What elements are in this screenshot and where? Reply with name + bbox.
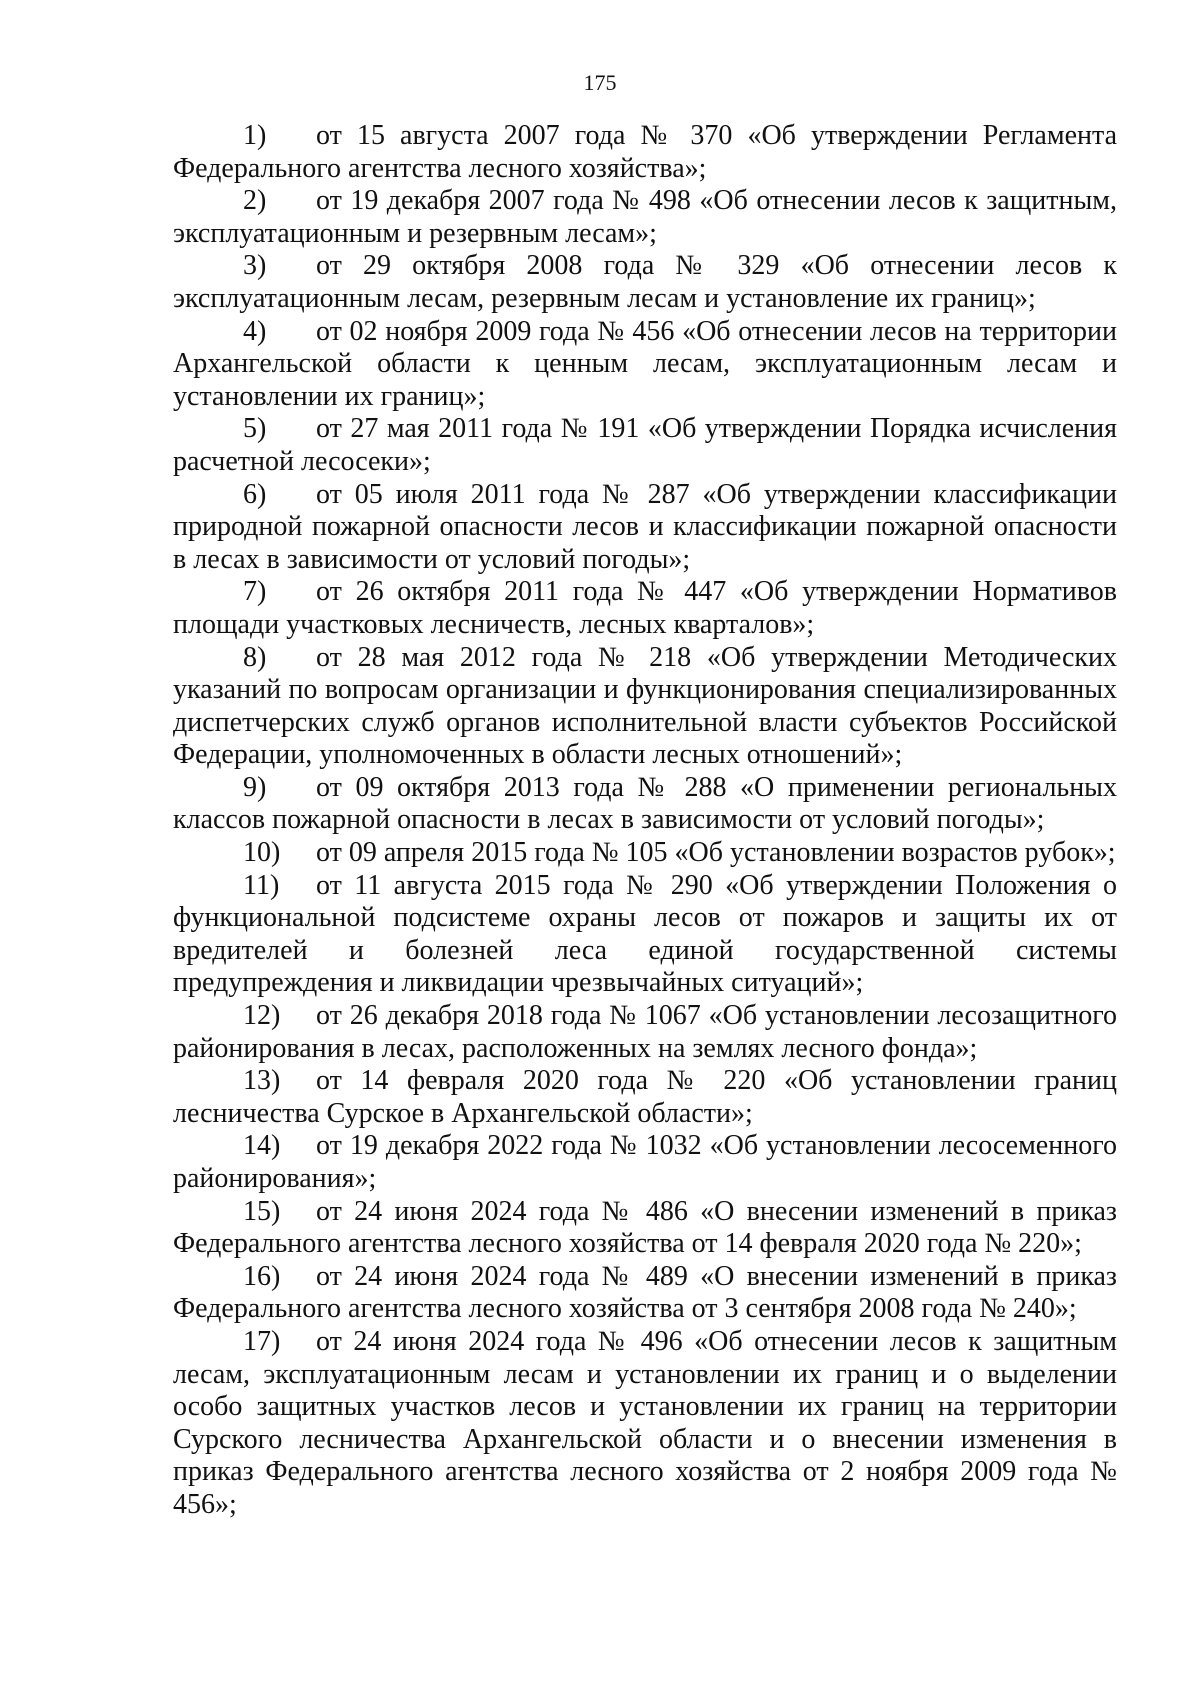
list-item-number: 6) bbox=[243, 478, 267, 510]
list-item bbox=[173, 576, 1117, 641]
list-item-number: 4) bbox=[243, 315, 267, 347]
list-item bbox=[173, 120, 1117, 185]
list-item bbox=[173, 837, 1117, 870]
list-item-number: 2) bbox=[243, 185, 267, 217]
list-item-text: от 11 августа 2015 года № 290 «Об утверждении Положения о функциональной подсистеме охраны лесов от пожаров и защиты их от вредителей и болезней леса единой государственной системы предупреждения и ликвидации чрезвычайных ситуаций»; bbox=[173, 869, 1117, 999]
list-item-number: 7) bbox=[243, 576, 267, 608]
list-item-number: 5) bbox=[243, 413, 267, 445]
list-item-number: 14) bbox=[243, 1130, 281, 1162]
list-item bbox=[173, 642, 1117, 772]
list-item-text: от 15 августа 2007 года № 370 «Об утверждении Регламента Федерального агентства лесного хозяйства»; bbox=[173, 120, 1117, 184]
list-item bbox=[173, 479, 1117, 577]
list-item-text: от 09 октября 2013 года № 288 «О применении региональных классов пожарной опасности в лесах в зависимости от условий погоды»; bbox=[173, 771, 1117, 836]
list-item-number: 13) bbox=[243, 1065, 281, 1097]
list-item-number: 1) bbox=[243, 120, 267, 151]
list-item-text: от 02 ноября 2009 года № 456 «Об отнесении лесов на территории Архангельской области к ценным лесам, эксплуатационным лесам и установлении их границ»; bbox=[173, 315, 1117, 412]
list-item bbox=[173, 413, 1117, 478]
list-item-text: от 19 декабря 2022 года № 1032 «Об установлении лесосеменного районирования»; bbox=[173, 1130, 1117, 1194]
list-item bbox=[173, 870, 1117, 1000]
list-item bbox=[173, 1261, 1117, 1326]
list-item-text: от 05 июля 2011 года № 287 «Об утверждении классификации природной пожарной опасности лесов и классификации пожарной опасности в лесах в зависимости от условий погоды»; bbox=[173, 478, 1117, 575]
list-item-number: 8) bbox=[243, 641, 267, 673]
list-item bbox=[173, 185, 1117, 250]
list-item-text: от 24 июня 2024 года № 496 «Об отнесении лесов к защитным лесам, эксплуатационным лесам и установлении их границ и о выделении особо защитных участков лесов и установлении их границ на территории Сурского лесничества Архангельской области и о внесении изменения в приказ Федерального агентства лесного хозяйства от 2 ноября 2009 года № 456»; bbox=[173, 1325, 1117, 1520]
list-item-text: от 09 апреля 2015 года № 105 «Об установлении возрастов рубок»; bbox=[316, 837, 1116, 869]
list-item bbox=[173, 772, 1117, 837]
list-item-number: 16) bbox=[243, 1260, 281, 1292]
list-item-text: от 29 октября 2008 года № 329 «Об отнесении лесов к эксплуатационным лесам, резервным лесам и установление их границ»; bbox=[173, 250, 1117, 314]
list-item-number: 12) bbox=[243, 1000, 281, 1032]
list-item-number: 11) bbox=[243, 869, 280, 901]
list-item bbox=[173, 1196, 1117, 1261]
list-item bbox=[173, 1065, 1117, 1130]
list-item-text: от 19 декабря 2007 года № 498 «Об отнесении лесов к защитным, эксплуатационным и резервным лесам»; bbox=[173, 185, 1117, 249]
list-item-text: от 28 мая 2012 года № 218 «Об утверждении Методических указаний по вопросам организации и функционирования специализированных диспетчерских служб органов исполнительной власти субъектов Российской Федерации, уполномоченных в области лесных отношений»; bbox=[173, 641, 1117, 771]
list-item bbox=[173, 1326, 1117, 1522]
list-item-number: 3) bbox=[243, 250, 267, 282]
list-item-text: от 14 февраля 2020 года № 220 «Об установлении границ лесничества Сурское в Архангельской области»; bbox=[173, 1065, 1117, 1129]
list-item-text: от 24 июня 2024 года № 489 «О внесении изменений в приказ Федерального агентства лесного хозяйства от 3 сентября 2008 года № 240»; bbox=[173, 1260, 1117, 1325]
list-item-text: от 26 октября 2011 года № 447 «Об утверждении Нормативов площади участковых лесничеств, лесных кварталов»; bbox=[173, 576, 1117, 640]
list-item bbox=[173, 250, 1117, 315]
list-item bbox=[173, 1000, 1117, 1065]
list-item-number: 10) bbox=[243, 837, 281, 869]
list-item-number: 15) bbox=[243, 1195, 281, 1227]
list-item-number: 9) bbox=[243, 771, 267, 803]
document-body bbox=[173, 120, 1117, 1522]
list-item-text: от 24 июня 2024 года № 486 «О внесении изменений в приказ Федерального агентства лесного хозяйства от 14 февраля 2020 года № 220»; bbox=[173, 1195, 1117, 1260]
list-item-text: от 26 декабря 2018 года № 1067 «Об установлении лесозащитного районирования в лесах, расположенных на землях лесного фонда»; bbox=[173, 1000, 1117, 1064]
list-item bbox=[173, 316, 1117, 414]
list-item-text: от 27 мая 2011 года № 191 «Об утверждении Порядка исчисления расчетной лесосеки»; bbox=[173, 413, 1117, 477]
list-item bbox=[173, 1130, 1117, 1195]
list-item-number: 17) bbox=[243, 1325, 281, 1357]
page-number: 175 bbox=[583, 70, 617, 95]
